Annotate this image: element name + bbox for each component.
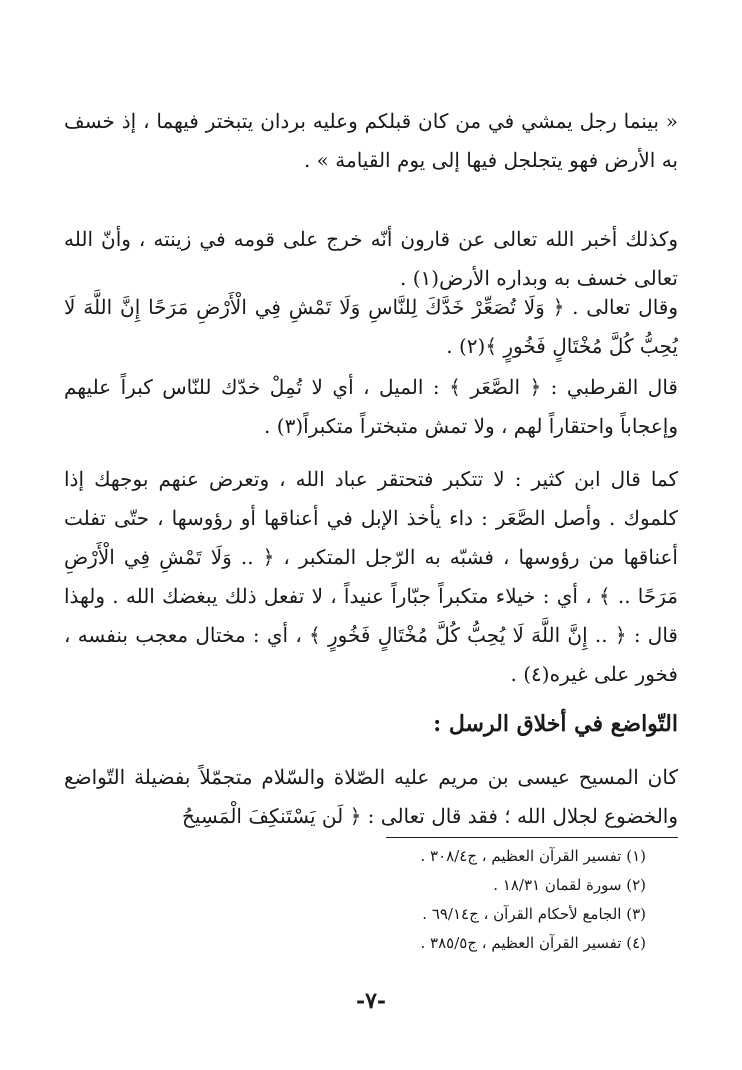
section-heading: التّواضع في أخلاق الرسل :	[433, 711, 678, 737]
paragraph-hadith: « بينما رجل يمشي في من كان قبلكم وعليه بردان يتبختر فيهما ، إذ خسف به الأرض فهو يتجلجل فيها إلى يوم القيامة » .	[64, 109, 678, 172]
paragraph-verse-luqman: وقال تعالى . ﴿ وَلَا تُصَعِّرْ خَدَّكَ لِلنَّاسِ وَلَا تَمْشِ فِي الْأَرْضِ مَرَحًا إِنَّ اللَّهَ لَا يُحِبُّ كُلَّ مُخْتَالٍ فَخُورٍ ﴾(٢) .	[64, 295, 678, 358]
footnote-2: (٢) سورة لقمان ١٨/٣١ .	[493, 876, 646, 894]
footnote-3: (٣) الجامع لأحكام القرآن ، ج٦٩/١٤ .	[422, 905, 646, 923]
paragraph-qurtubi: قال القرطبي : ﴿ الصَّعَر ﴾ : الميل ، أي لا تُمِلْ خدّك للنّاس كبراً عليهم وإعجاباً واحتقاراً لهم ، ولا تمش متبختراً متكبراً(٣) .	[64, 375, 678, 438]
page-number: -٧-	[355, 988, 387, 1014]
paragraph-messiah: كان المسيح عيسى بن مريم عليه الصّلاة والسّلام متجمّلاً بفضيلة التّواضع والخضوع لجلال الله ؛ فقد قال تعالى : ﴿ لَن يَسْتَنكِفَ الْمَسِيحُ	[64, 765, 678, 828]
footnote-1: (١) تفسير القرآن العظيم ، ج٣٠٨/٤ .	[420, 847, 646, 865]
paragraph-ibn-kathir: كما قال ابن كثير : لا تتكبر فتحتقر عباد الله ، وتعرض عنهم بوجهك إذا كلموك . وأصل الصَّعَر : داء يأخذ الإبل في أعناقها أو رؤوسها ، حتّى تفلت أعناقها من رؤوسها ، فشبّه به الرّجل المتكبر ، ﴿ .. وَلَا تَمْشِ فِي الْأَرْضِ مَرَحًا .. ﴾ ، أي : خيلاء متكبراً جبّاراً عنيداً ، لا تفعل ذلك يبغضك الله . ولهذا قال : ﴿ .. إِنَّ اللَّهَ لَا يُحِبُّ كُلَّ مُخْتَالٍ فَخُورٍ ﴾ ، أي : مختال معجب بنفسه ، فخور على غيره(٤) .	[64, 467, 678, 686]
paragraph-qarun: وكذلك أخبر الله تعالى عن قارون أنّه خرج على قومه في زينته ، وأنّ الله تعالى خسف به وبداره الأرض(١) .	[64, 227, 678, 290]
footnote-divider	[386, 837, 678, 838]
footnotes	[200, 842, 646, 958]
footnote-4: (٤) تفسير القرآن العظيم ، ج٣٨٥/٥ .	[420, 934, 646, 952]
